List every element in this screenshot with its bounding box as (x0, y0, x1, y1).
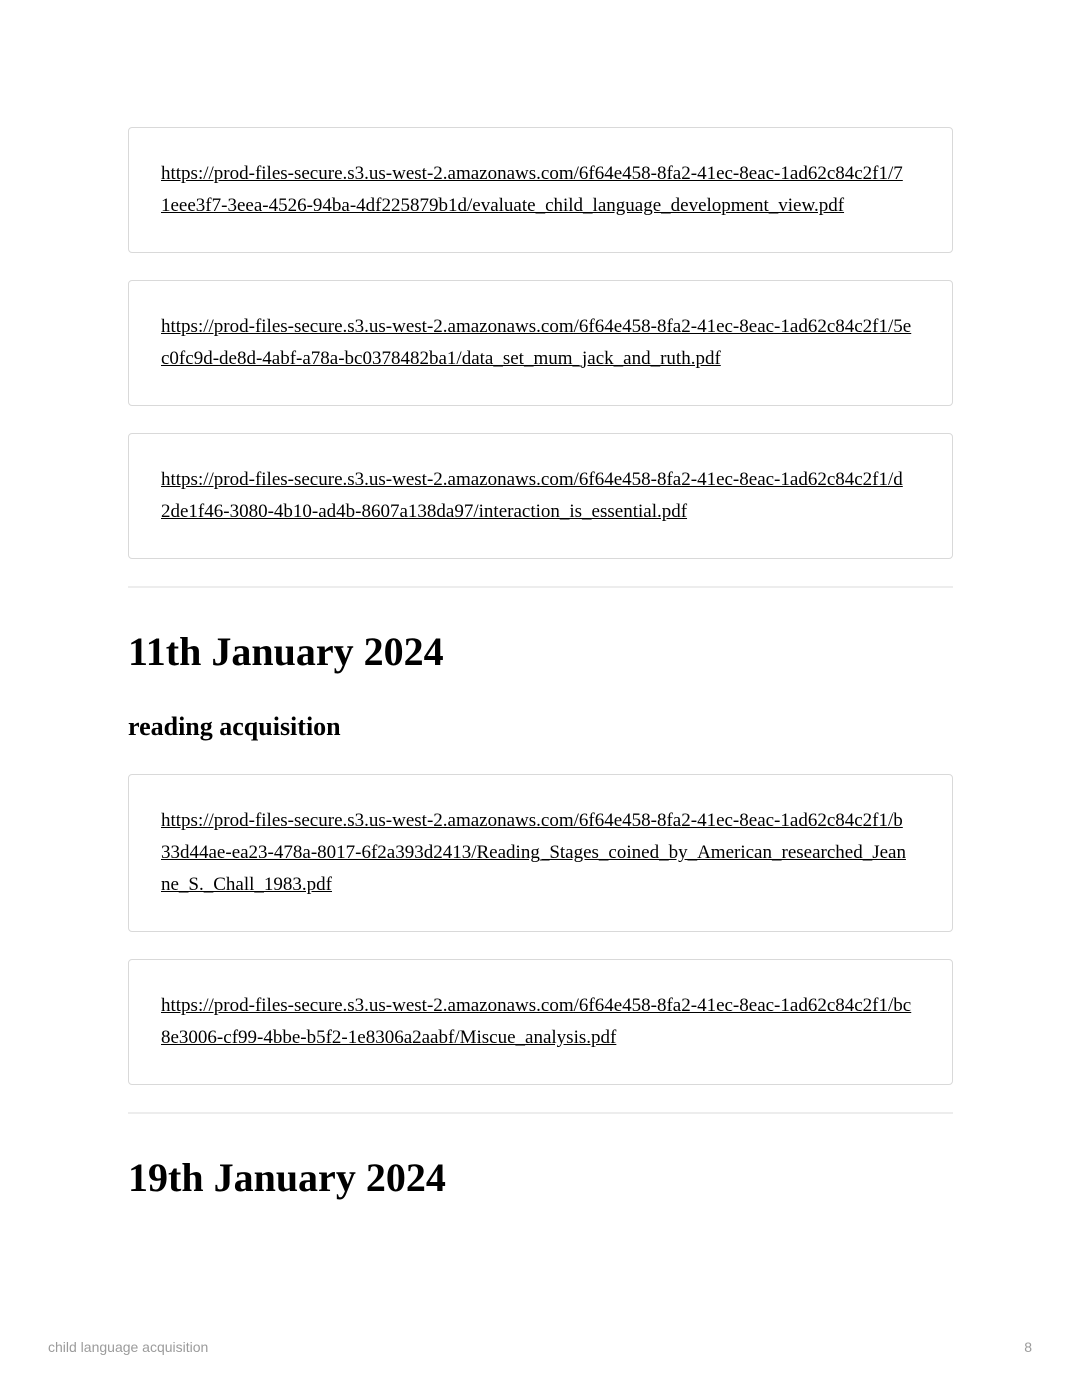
pdf-link-miscue-analysis[interactable]: https://prod-files-secure.s3.us-west-2.amazonaws.com/6f64e458-8fa2-41ec-8eac-1ad62c84c2f1/bc8e3006-cf99-4bbe-b5f2-1e8306a2aabf/Miscue_analysis.pdf (161, 995, 912, 1048)
link-card (128, 127, 953, 253)
link-card (128, 959, 953, 1085)
pdf-link-interaction-is-essential[interactable]: https://prod-files-secure.s3.us-west-2.amazonaws.com/6f64e458-8fa2-41ec-8eac-1ad62c84c2f1/d2de1f46-3080-4b10-ad4b-8607a138da97/interaction_is_essential.pdf (161, 469, 903, 522)
pdf-link-evaluate-child-language-development-view[interactable]: https://prod-files-secure.s3.us-west-2.amazonaws.com/6f64e458-8fa2-41ec-8eac-1ad62c84c2f1/71eee3f7-3eea-4526-94ba-4df225879b1d/evaluate_child_language_development_view.pdf (161, 163, 903, 216)
section-19th-january-2024 (128, 1156, 953, 1200)
footer-document-title: child language acquisition (48, 1339, 209, 1355)
section-attachments-previous (128, 127, 953, 559)
link-card (128, 280, 953, 406)
date-heading-11th-january-2024: 11th January 2024 (128, 629, 444, 674)
topic-heading-reading-acquisition: reading acquisition (128, 712, 341, 741)
pdf-link-reading-stages-jeanne-s-chall-1983[interactable]: https://prod-files-secure.s3.us-west-2.amazonaws.com/6f64e458-8fa2-41ec-8eac-1ad62c84c2f1/b33d44ae-ea23-478a-8017-6f2a393d2413/Reading_Stages_coined_by_American_researched_Jeanne_S._Chall_1983.pdf (161, 810, 906, 895)
link-card (128, 774, 953, 932)
pdf-link-data-set-mum-jack-and-ruth[interactable]: https://prod-files-secure.s3.us-west-2.amazonaws.com/6f64e458-8fa2-41ec-8eac-1ad62c84c2f1/5ec0fc9d-de8d-4abf-a78a-bc0378482ba1/data_set_mum_jack_and_ruth.pdf (161, 316, 912, 369)
section-divider (128, 1112, 953, 1114)
section-11th-january-2024 (128, 630, 953, 1085)
page-footer (0, 1339, 1080, 1355)
link-card (128, 433, 953, 559)
footer-page-number: 8 (1024, 1339, 1032, 1355)
section-divider (128, 586, 953, 588)
date-heading-19th-january-2024: 19th January 2024 (128, 1155, 446, 1200)
